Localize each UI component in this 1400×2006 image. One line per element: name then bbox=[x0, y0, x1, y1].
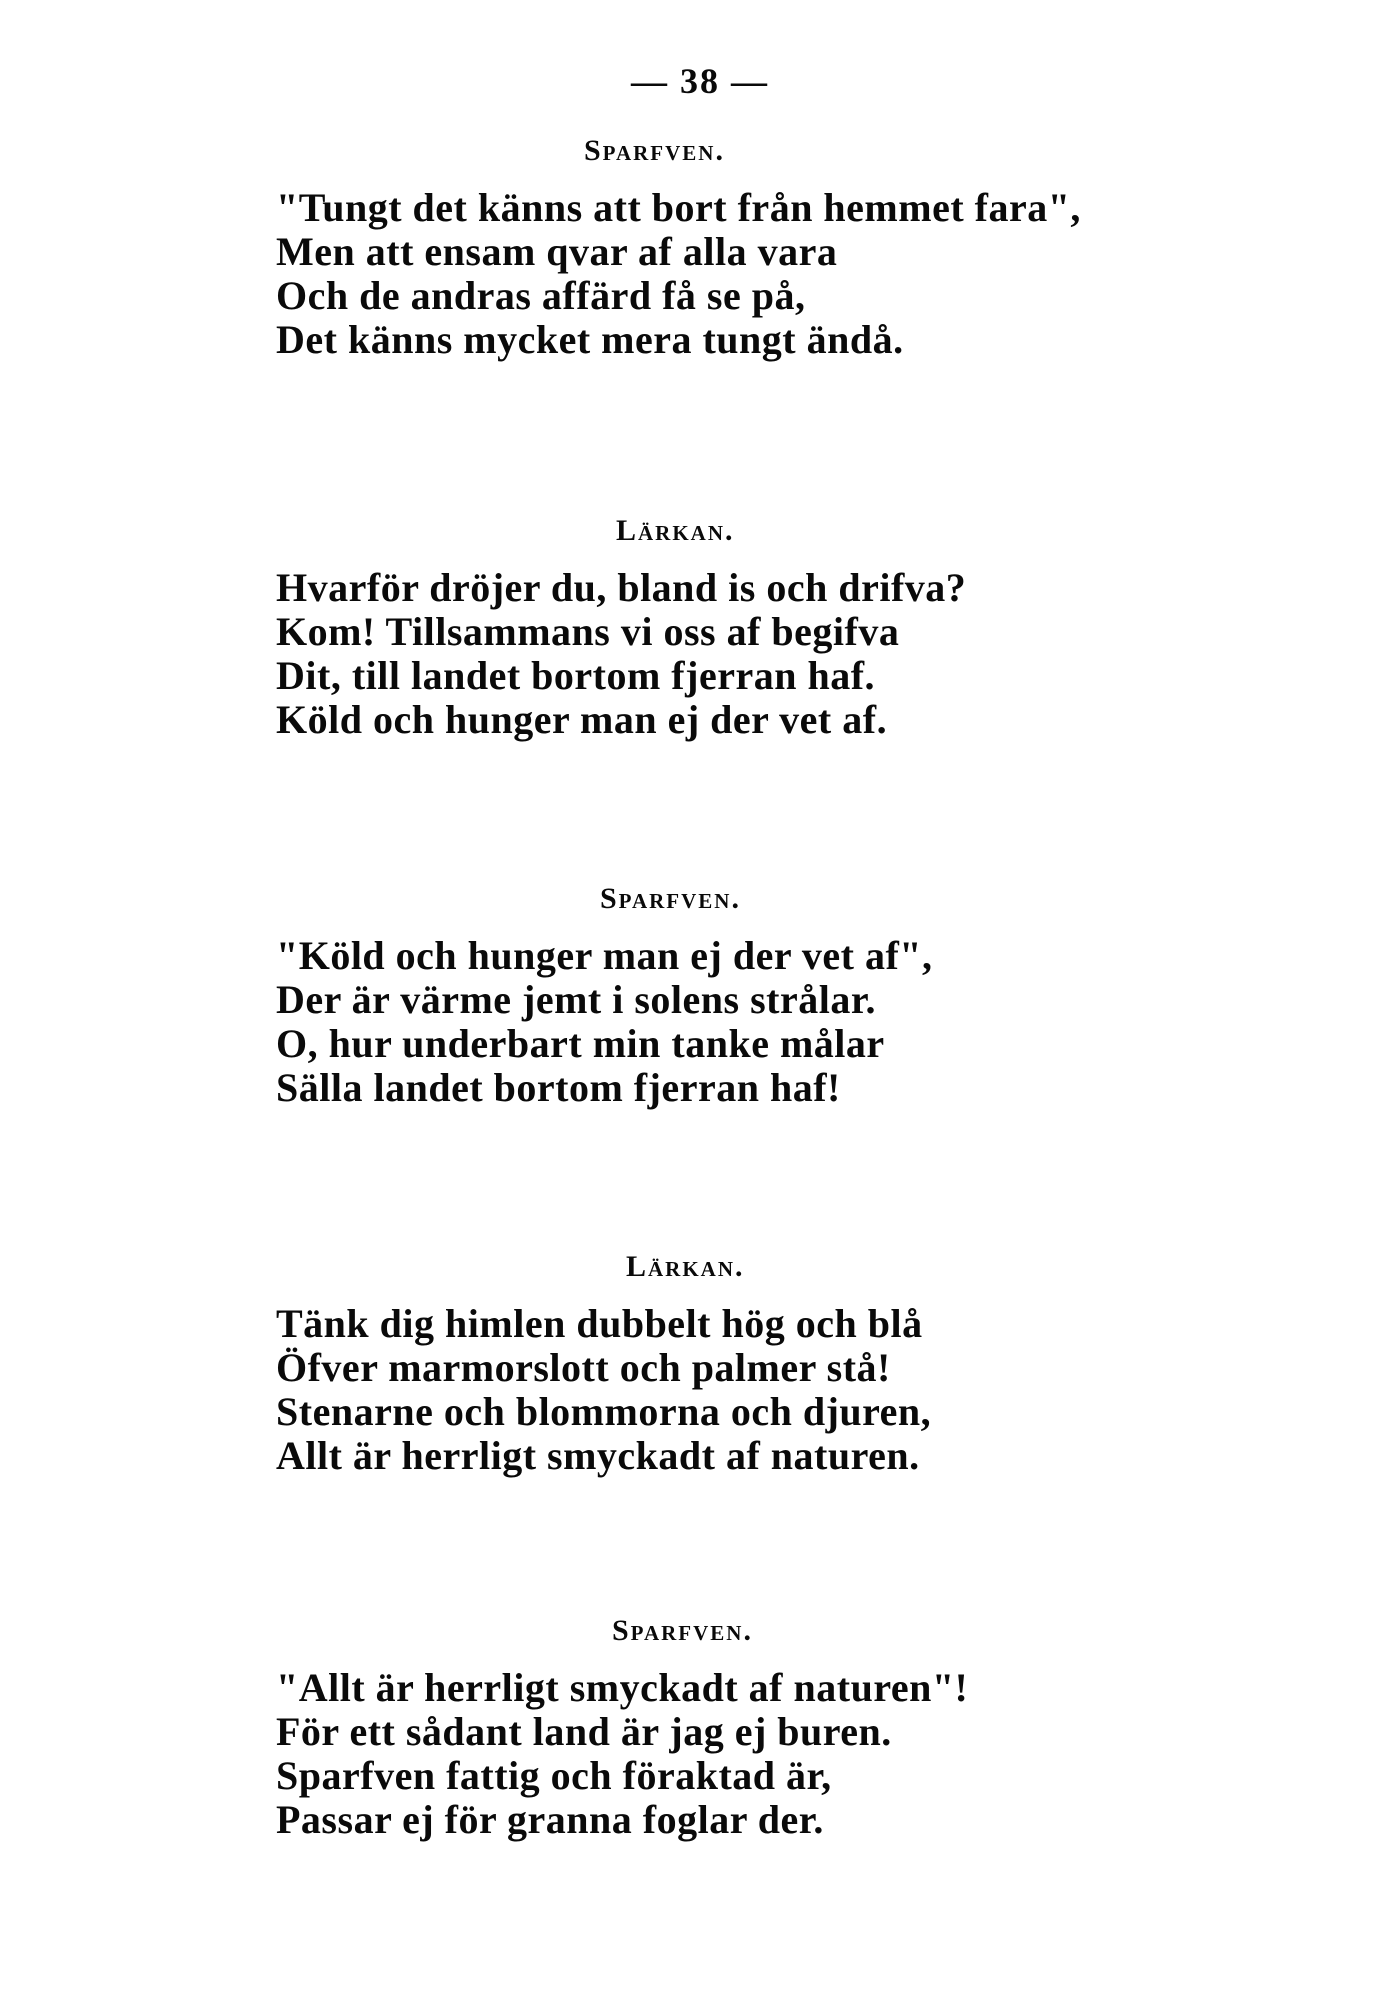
verse-line: Kom! Tillsammans vi oss af begifva bbox=[276, 609, 900, 654]
page-number: — 38 — bbox=[631, 61, 769, 101]
verse-line: Hvarför dröjer du, bland is och drifva? bbox=[276, 565, 967, 610]
verse-line: Stenarne och blommorna och djuren, bbox=[276, 1389, 932, 1434]
verse-line: För ett sådant land är jag ej buren. bbox=[276, 1709, 892, 1754]
verse-line: Dit, till landet bortom fjerran haf. bbox=[276, 653, 876, 698]
verse-line: "Tungt det känns att bort från hemmet fara", bbox=[276, 185, 1081, 230]
verse-line: Och de andras affärd få se på, bbox=[276, 273, 806, 318]
verse-line: Köld och hunger man ej der vet af. bbox=[276, 697, 888, 742]
verse-line: Det känns mycket mera tungt ändå. bbox=[276, 317, 904, 362]
verse-line: "Allt är herrligt smyckadt af naturen"! bbox=[276, 1665, 969, 1710]
verse-line: "Köld och hunger man ej der vet af", bbox=[276, 933, 933, 978]
speaker-name: Lärkan. bbox=[616, 514, 735, 547]
speaker-name: Sparfven. bbox=[600, 882, 741, 915]
speaker-name: Sparfven. bbox=[584, 134, 725, 167]
verse-line: Tänk dig himlen dubbelt hög och blå bbox=[276, 1301, 923, 1346]
verse-line: Passar ej för granna foglar der. bbox=[276, 1797, 824, 1842]
verse-line: Men att ensam qvar af alla vara bbox=[276, 229, 838, 274]
speaker-name: Lärkan. bbox=[626, 1250, 745, 1283]
verse-line: Sälla landet bortom fjerran haf! bbox=[276, 1065, 841, 1110]
speaker-name: Sparfven. bbox=[612, 1614, 753, 1647]
verse-line: O, hur underbart min tanke målar bbox=[276, 1021, 885, 1066]
verse-line: Öfver marmorslott och palmer stå! bbox=[276, 1345, 891, 1390]
verse-line: Sparfven fattig och föraktad är, bbox=[276, 1753, 832, 1798]
verse-line: Allt är herrligt smyckadt af naturen. bbox=[276, 1433, 920, 1478]
verse-line: Der är värme jemt i solens strålar. bbox=[276, 977, 876, 1022]
